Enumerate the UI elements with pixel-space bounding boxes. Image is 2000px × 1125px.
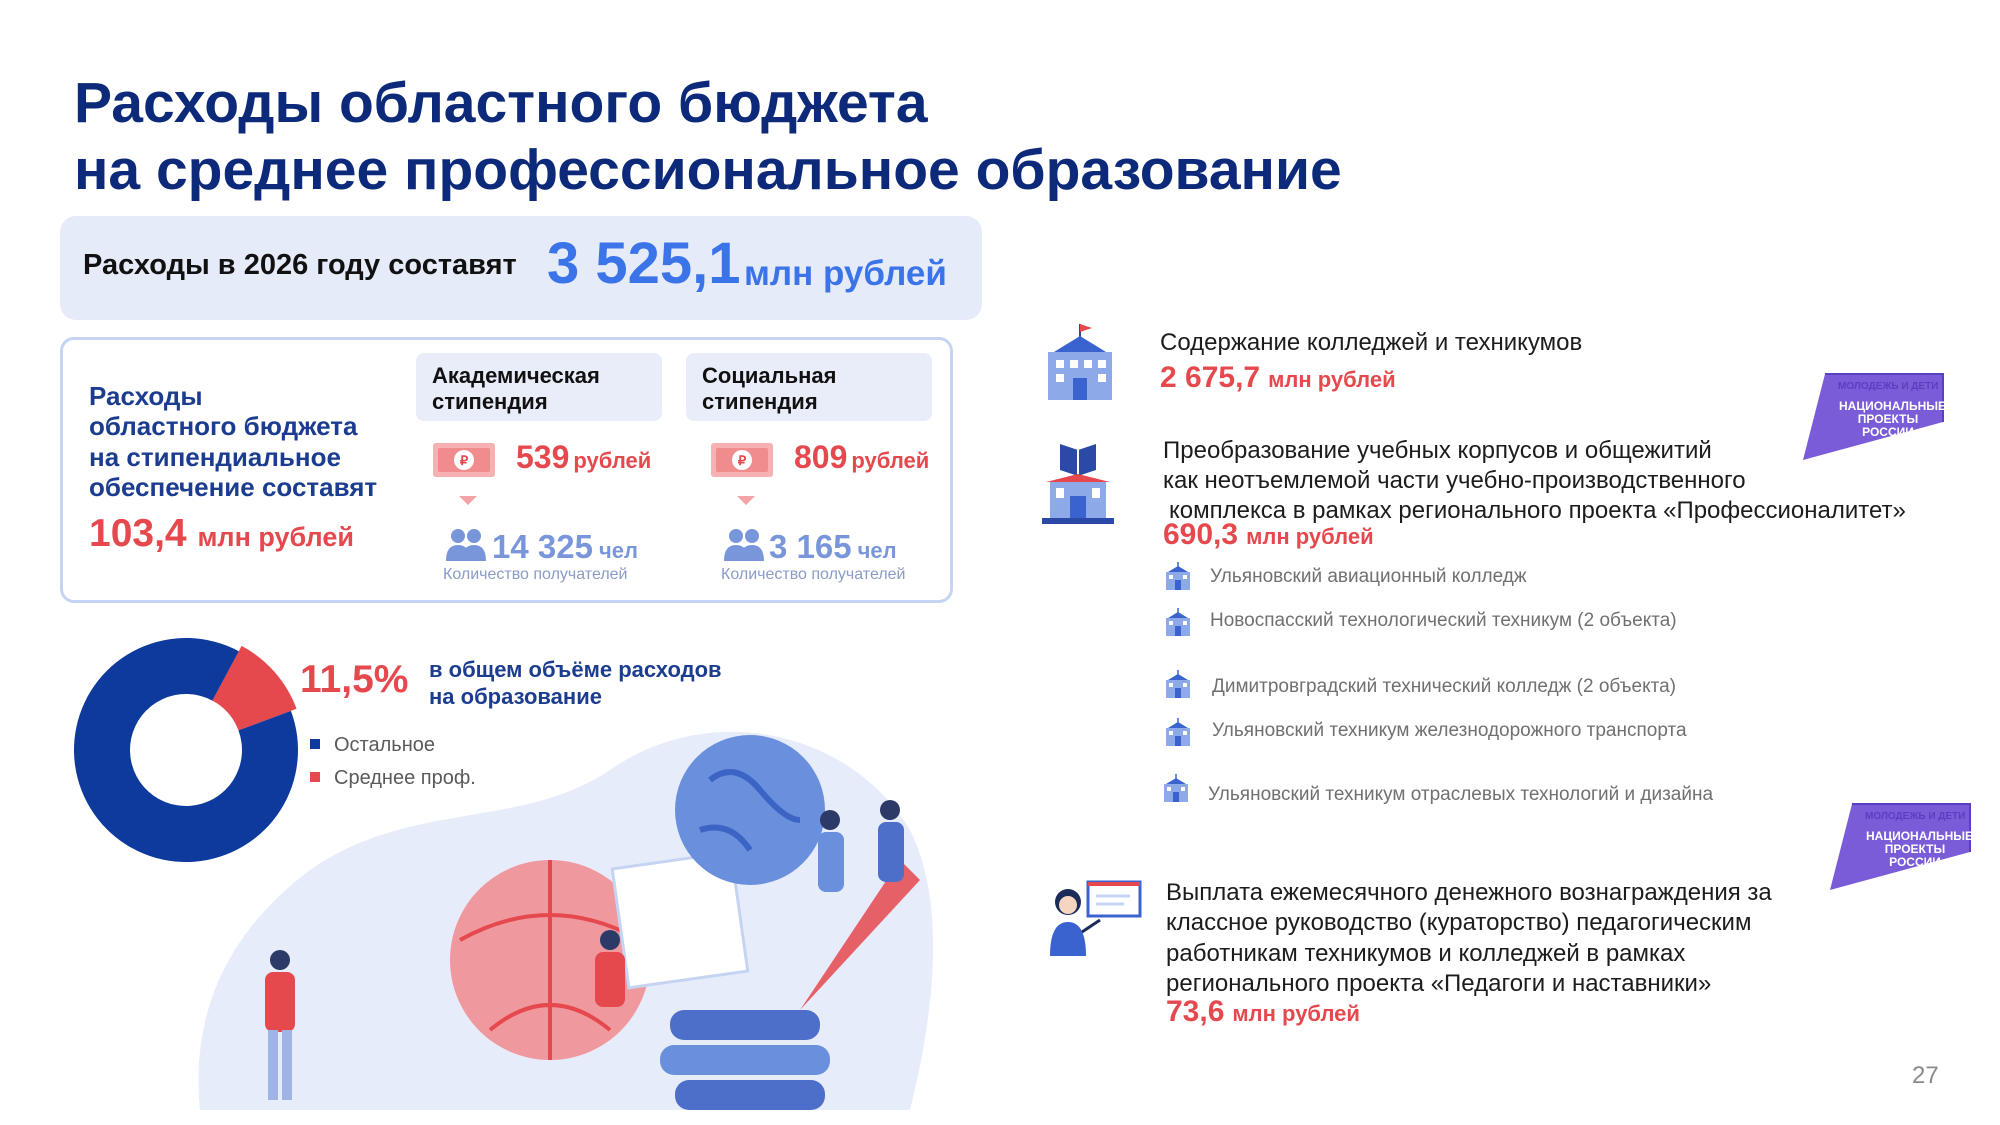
card-title-line: стипендия	[432, 389, 548, 415]
page-title-line1: Расходы областного бюджета	[74, 71, 928, 135]
academic-recipients-unit: чел	[598, 538, 638, 563]
card-title-line: Академическая	[432, 363, 600, 388]
card-title-line: стипендия	[702, 389, 818, 415]
payment-line: работникам техникумов и колледжей в рамках	[1166, 939, 1686, 967]
list-item: Новоспасский технологический техникум (2 объекта)	[1210, 610, 1677, 631]
colleges-title: Содержание колледжей и техникумов	[1160, 329, 1583, 356]
svg-text:₽: ₽	[459, 453, 469, 468]
page-title-line2: на среднее профессиональное образование	[74, 137, 1342, 202]
summary-value: 3 525,1	[547, 231, 741, 296]
badge-top-text: МОЛОДЕЖЬ И ДЕТИ	[1865, 811, 1966, 822]
small-building-icon	[1162, 560, 1194, 592]
colleges-amount: 2 675,7	[1160, 361, 1261, 394]
colleges-unit: млн рублей	[1268, 367, 1396, 392]
social-recipients-value: 3 165	[769, 528, 852, 565]
small-building-icon	[1162, 606, 1194, 638]
card-title-line: Социальная	[702, 363, 837, 388]
stipend-total-value: 103,4	[89, 512, 187, 555]
stipend-text-line: на стипендиальное	[89, 441, 341, 472]
legend-label: Среднее проф.	[334, 767, 476, 789]
academic-amount-value: 539	[516, 439, 570, 475]
education-illustration	[190, 710, 940, 1110]
social-amount	[794, 439, 929, 476]
payment-amount: 73,6	[1166, 995, 1225, 1028]
legend-label: Остальное	[334, 734, 435, 756]
college-building-icon	[1040, 322, 1120, 402]
transform-amount: 690,3	[1163, 518, 1239, 551]
social-stipend-card	[686, 353, 932, 421]
badge-line: РОССИИ	[1889, 855, 1941, 870]
transform-line: как неотъемлемой части учебно-производственного	[1163, 467, 1746, 494]
transform-line: Преобразование учебных корпусов и общежитий	[1163, 437, 1712, 464]
social-recipients-caption: Количество получателей	[721, 566, 906, 583]
payment-line: регионального проекта «Педагоги и наставники»	[1166, 970, 1712, 998]
share-text-line: в общем объёме расходов	[429, 657, 722, 682]
list-item: Ульяновский техникум отраслевых технологий и дизайна	[1208, 784, 1714, 805]
banknote-icon	[710, 442, 774, 478]
badge-line: РОССИИ	[1862, 425, 1914, 440]
badge-title	[1839, 399, 1946, 440]
badge-line: НАЦИОНАЛЬНЫЕ	[1866, 829, 1973, 843]
badge-top-text: МОЛОДЕЖЬ И ДЕТИ	[1838, 381, 1939, 392]
academic-stipend-card	[416, 353, 662, 421]
payment-unit: млн рублей	[1232, 1001, 1360, 1026]
social-recipients-unit: чел	[857, 538, 897, 563]
share-percent: 11,5%	[300, 658, 409, 701]
payment-text	[1166, 878, 1772, 1000]
colleges-value	[1160, 361, 1396, 395]
payment-line: Выплата ежемесячного денежного вознаграждения за	[1166, 879, 1772, 906]
transform-text	[1163, 436, 1906, 526]
small-building-icon	[1162, 716, 1194, 748]
transform-line: комплекса в рамках регионального проекта «Профессионалитет»	[1169, 497, 1906, 524]
page-number: 27	[1912, 1062, 1939, 1089]
list-item: Ульяновский авиационный колледж	[1210, 566, 1527, 587]
share-text-line: на образование	[429, 683, 602, 709]
page-title	[74, 70, 1342, 203]
banknote-icon	[432, 442, 496, 478]
social-amount-unit: рублей	[851, 448, 930, 473]
list-item: Ульяновский техникум железнодорожного транспорта	[1212, 720, 1687, 741]
stipend-text-line: областного бюджета	[89, 411, 358, 442]
badge-title	[1866, 829, 1973, 870]
summary-label: Расходы в 2026 году составят	[83, 249, 517, 281]
badge-line: НАЦИОНАЛЬНЫЕ	[1839, 399, 1946, 413]
transform-value	[1163, 518, 1374, 552]
payment-value	[1166, 995, 1360, 1029]
stipend-text-line: Расходы	[89, 381, 203, 411]
badge-line: ПРОЕКТЫ	[1857, 412, 1919, 427]
academic-recipients-value: 14 325	[492, 528, 593, 565]
badge-line: ПРОЕКТЫ	[1884, 842, 1946, 857]
svg-text:₽: ₽	[737, 453, 747, 468]
arrow-down-icon	[459, 496, 477, 505]
stipend-text-line: обеспечение составят	[89, 472, 378, 503]
share-description	[429, 657, 722, 711]
small-building-icon	[1162, 668, 1194, 700]
people-icon	[444, 527, 488, 563]
library-building-icon	[1036, 440, 1120, 528]
payment-line: классное руководство (кураторство) педагогическим	[1166, 909, 1752, 937]
stipend-description	[89, 381, 409, 503]
stipend-total-unit: млн рублей	[197, 522, 354, 552]
stipend-total	[89, 512, 354, 556]
academic-amount	[516, 439, 651, 476]
social-amount-value: 809	[794, 439, 848, 475]
academic-recipients-caption: Количество получателей	[443, 566, 628, 583]
social-recipients	[769, 528, 897, 566]
list-item: Димитровградский технический колледж (2 объекта)	[1212, 676, 1676, 697]
small-building-icon	[1160, 772, 1192, 804]
arrow-down-icon	[737, 496, 755, 505]
people-icon	[722, 527, 766, 563]
teacher-icon	[1044, 880, 1142, 960]
transform-unit: млн рублей	[1246, 524, 1374, 549]
summary-unit: млн рублей	[744, 254, 947, 293]
academic-amount-unit: рублей	[573, 448, 652, 473]
academic-recipients	[492, 528, 638, 566]
